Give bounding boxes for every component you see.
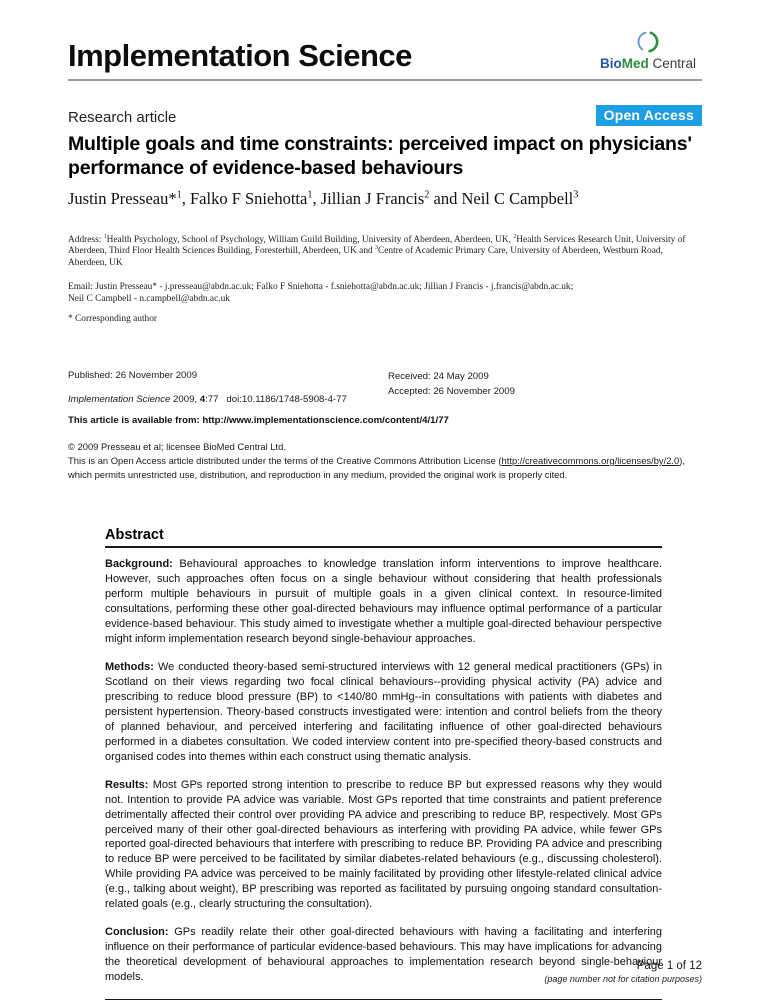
article-type-row	[68, 105, 702, 126]
license-statement: This is an Open Access article distributed under the terms of the Creative Commons Attribution License (http://creativecommons.org/licenses/by/2.0), which permits unrestricted use, distribution, and reproduction in any medium, provided the original work is properly cited.	[68, 455, 685, 480]
article-type-label: Research article	[68, 109, 177, 126]
article-title: Multiple goals and time constraints: perceived impact on physicians' performance of evidence-based behaviours	[68, 133, 692, 179]
biomed-central-circle-icon	[636, 30, 660, 54]
logo-bio: Bio	[599, 56, 622, 71]
biomed-central-logo	[600, 30, 702, 71]
author-list: Justin Presseau*$^1$, Falko F Sniehotta$^1$, Jillian J Francis$^2$ and Neil C Campbell$^3$	[68, 188, 579, 208]
received-date: Received: 24 May 2009	[388, 371, 489, 383]
accepted-date: Accepted: 26 November 2009	[388, 386, 515, 398]
available-from-line: This article is available from: http://www.implementationscience.com/content/4/1/77	[68, 415, 449, 427]
biomed-central-wordmark	[600, 56, 696, 71]
abstract-paragraph: Conclusion: GPs readily relate their other goal-directed behaviours with having a facilitating and interfering influence on their performance of particular evidence-based behaviours. This may have implications for advancing the theoretical development of behavioural approaches to implementation research beyond single-behaviour models.	[105, 926, 663, 984]
received-accepted-dates	[388, 370, 515, 400]
published-date: Published: 26 November 2009	[68, 370, 198, 382]
abstract-paragraphs	[105, 557, 662, 985]
copyright-line: © 2009 Presseau et al; licensee BioMed Central Ltd.	[68, 441, 286, 453]
logo-med: Med	[621, 56, 649, 71]
logo-central: Central	[652, 56, 696, 71]
abstract-paragraph: Background: Behavioural approaches to knowledge translation inform interventions to improve healthcare. However, such approaches often focus on a single behaviour without considering that health professionals perform multiple behaviours in pursuit of multiple goals in a given clinical context. In resource-limited consultations, performing these other goal-directed behaviours may influence optimal performance of a particular evidence-based behaviour. This study aimed to investigate whether a multiple goal-directed behaviour perspective might inform implementation research beyond single-behaviour approaches.	[105, 558, 662, 646]
citation-note: (page number not for citation purposes)	[544, 974, 702, 984]
license-url-link[interactable]: http://creativecommons.org/licenses/by/2.0	[501, 455, 680, 467]
page-footer	[544, 960, 702, 984]
open-access-badge: Open Access	[596, 105, 702, 126]
abstract-heading: Abstract	[105, 527, 662, 548]
corresponding-author-note: * Corresponding author	[68, 314, 158, 325]
masthead-divider	[68, 79, 702, 81]
affiliation-address: Address: $^1$Health Psychology, School of Psychology, William Guild Building, University of Aberdeen, Aberdeen, UK, $^2$Health Services Research Unit, University of Aberdeen, Third Floor Health Sciences Building, Foresterhill, Aberdeen, UK and $^3$Centre of Academic Primary Care, University of Aberdeen, Westburn Road, Aberdeen, UK	[68, 233, 686, 268]
journal-reference: Implementation Science 2009, 4:77 doi:10.1186/1748-5908-4-77	[68, 394, 347, 406]
abstract-paragraph: Results: Most GPs reported strong intention to prescribe to reduce BP but expressed reasons why they would not. Intention to provide PA advice was variable. Most GPs reported that time constraints and patient preference detrimentally affected their control over providing PA advice and prescribing to reduce BP, respectively. Most GPs perceived many of their other goal-directed behaviours as interfering with providing PA advice, while fewer GPs reported goal-directed behaviours that interfere with prescribing to reduce BP. Providing PA advice and prescribing to reduce BP were perceived to be facilitated by similar diabetes-related behaviours (e.g., discussing cholesterol). While providing PA advice was perceived to be mainly facilitated by providing other lifestyle-related clinical advice (e.g., talking about weight), BP prescribing was reported as facilitated by pursuing ongoing standard consultation-related goals (e.g., clearly structuring the consultation).	[105, 778, 662, 911]
citation-block	[68, 370, 702, 405]
author-emails: Email: Justin Presseau* - j.presseau@abdn.ac.uk; Falko F Sniehotta - f.sniehotta@abdn.ac.uk; Jillian J Francis - j.francis@abdn.ac.uk; Neil C Campbell - n.campbell@abdn.ac.uk	[68, 281, 574, 305]
abstract-paragraph: Methods: We conducted theory-based semi-structured interviews with 12 general medical practitioners (GPs) in Scotland on their views regarding two focal clinical behaviours--providing physical activity (PA) advice and prescribing to reduce blood pressure (BP) to <140/80 mmHg--in consultations with patients with diabetes and persistent hypertension. Theory-based constructs investigated were: intention and control beliefs from the theory of planned behaviour, and perceived interfering and facilitating influence of other goal-directed behaviours performed in a diabetes consultation. We coded interview content into pre-specified theory-based constructs and organised codes into themes within each construct using thematic analysis.	[105, 661, 662, 763]
journal-masthead	[68, 30, 702, 74]
page-number: Page 1 of 12	[636, 960, 702, 972]
journal-title: Implementation Science	[68, 38, 412, 73]
abstract-section	[105, 527, 662, 1000]
